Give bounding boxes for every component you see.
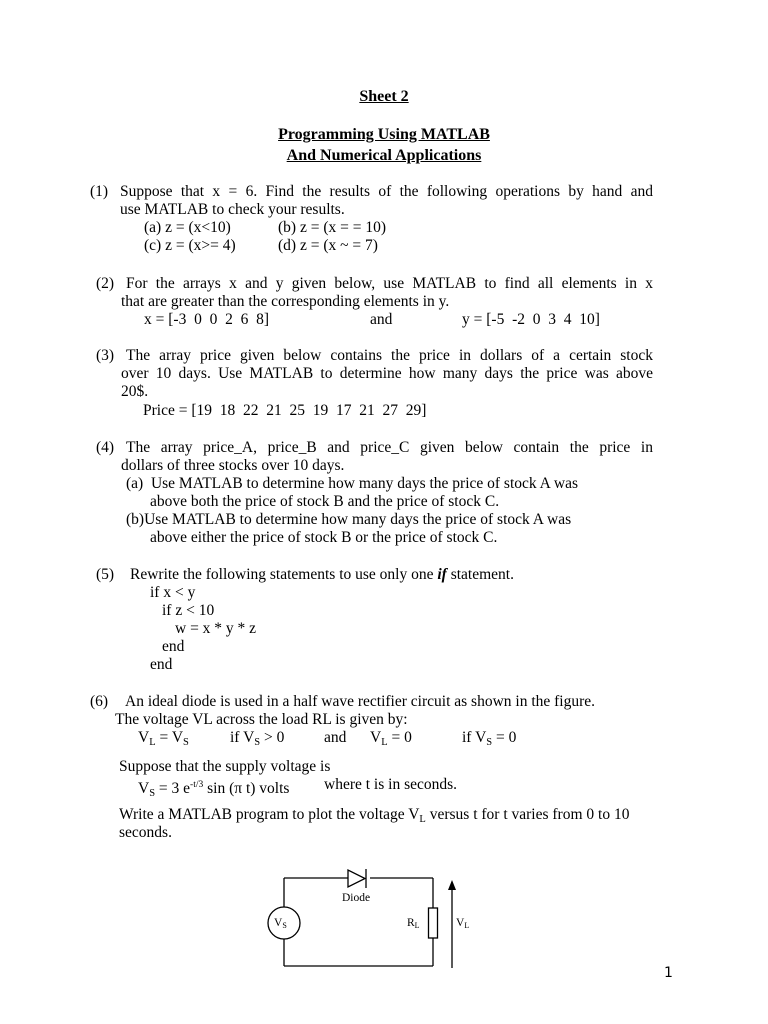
code-line: end xyxy=(150,656,173,673)
resistor-symbol xyxy=(429,908,438,938)
condition-vl-equals-vs xyxy=(138,729,189,752)
q5-text-before: Rewrite the following statements to use only one xyxy=(130,566,438,583)
q1-line2: use MATLAB to check your results. xyxy=(120,201,345,218)
q4-number: (4) xyxy=(96,439,115,456)
q1-option-a: (a) z = (x<10) xyxy=(144,219,231,236)
cond-if1-rest: > 0 xyxy=(260,729,285,746)
resistor-sub-l: L xyxy=(414,921,420,930)
q1-number: (1) xyxy=(90,183,109,200)
supply-v: V xyxy=(138,780,150,797)
write-program-line1 xyxy=(119,806,629,829)
cond-sub-s: S xyxy=(183,737,189,748)
supply-mid: = 3 e xyxy=(155,780,191,797)
cond2-sub-l: L xyxy=(381,737,388,748)
supply-exponent: -t/3 xyxy=(190,780,204,790)
load-voltage-sub-l: L xyxy=(464,921,470,930)
q2-line2: that are greater than the corresponding elements in y. xyxy=(121,293,450,310)
q5-keyword: if xyxy=(437,566,447,583)
write-program-line2: seconds. xyxy=(119,824,172,841)
code-line: if x < y xyxy=(150,584,196,601)
cond2-rest: = 0 xyxy=(387,729,412,746)
q3-line1: The array price given below contains the price in dollars of a certain stock xyxy=(126,347,653,364)
code-line: end xyxy=(162,638,185,655)
cond-v: V xyxy=(138,729,150,746)
page-title-line1: Programming Using MATLAB xyxy=(278,126,490,143)
q4-part-b-line2: above either the price of stock B or the price of stock C. xyxy=(150,529,498,546)
page-number: 1 xyxy=(664,965,673,981)
q5-instruction xyxy=(130,566,514,584)
q3-price-array: Price = [19 18 22 21 25 19 17 21 27 29] xyxy=(143,402,427,419)
code-line: w = x * y * z xyxy=(175,620,257,637)
condition-if-vs-zero xyxy=(462,729,516,752)
q1-option-b: (b) z = (x = = 10) xyxy=(278,219,387,236)
resistor-label xyxy=(407,917,420,930)
resistor-r: R xyxy=(407,917,415,929)
write-a: Write a MATLAB program to plot the voltage V xyxy=(119,806,420,823)
diode-label: Diode xyxy=(342,892,371,904)
cond-if2-sub-s: S xyxy=(486,737,493,748)
q1-line1: Suppose that x = 6. Find the results of the following operations by hand and xyxy=(120,183,653,200)
q2-and: and xyxy=(370,311,393,328)
source-v: V xyxy=(274,917,283,929)
q2-line1: For the arrays x and y given below, use MATLAB to find all elements in x xyxy=(126,275,653,292)
supply-rest: sin (π t) volts xyxy=(203,780,290,797)
diode-symbol xyxy=(348,870,365,887)
cond2-v: V xyxy=(370,729,382,746)
q4-part-b-line1: (b)Use MATLAB to determine how many days the price of stock A was xyxy=(126,511,572,528)
q2-number: (2) xyxy=(96,275,115,292)
write-sub-l: L xyxy=(419,814,426,825)
load-voltage-label xyxy=(456,917,469,930)
rectifier-circuit-diagram xyxy=(250,860,480,975)
q4-line2: dollars of three stocks over 10 days. xyxy=(121,457,345,474)
page-title-line2: And Numerical Applications xyxy=(286,147,482,164)
cond-if2: if V xyxy=(462,729,487,746)
condition-if-vs-positive xyxy=(230,729,284,752)
q3-line3: 20$. xyxy=(121,383,149,400)
q4-part-a-line2: above both the price of stock B and the price of stock C. xyxy=(150,493,500,510)
sheet-title: Sheet 2 xyxy=(359,88,409,105)
q6-line1: An ideal diode is used in a half wave rectifier circuit as shown in the figure. xyxy=(125,693,596,710)
q5-number: (5) xyxy=(96,566,115,583)
condition-vl-zero xyxy=(370,729,412,752)
q3-line2: over 10 days. Use MATLAB to determine how many days the price was above xyxy=(121,365,653,382)
source-sub-s: S xyxy=(282,921,287,930)
cond-if1-sub-s: S xyxy=(254,737,261,748)
supply-intro: Suppose that the supply voltage is xyxy=(119,758,331,775)
supply-sub-s: S xyxy=(149,788,156,799)
q2-y-array: y = [-5 -2 0 3 4 10] xyxy=(462,311,600,328)
q4-part-a-line1: (a) Use MATLAB to determine how many days the price of stock A was xyxy=(126,475,578,492)
q6-number: (6) xyxy=(90,693,109,710)
supply-where: where t is in seconds. xyxy=(324,776,458,793)
cond-sub-l: L xyxy=(149,737,156,748)
cond-eq: = V xyxy=(155,729,184,746)
cond-if2-rest: = 0 xyxy=(492,729,517,746)
supply-equation xyxy=(138,776,289,803)
q6-line2: The voltage VL across the load RL is given by: xyxy=(115,711,408,728)
q1-option-c: (c) z = (x>= 4) xyxy=(144,237,236,254)
write-b: versus t for t varies from 0 to 10 xyxy=(425,806,630,823)
cond-if1: if V xyxy=(230,729,255,746)
q4-line1: The array price_A, price_B and price_C given below contain the price in xyxy=(126,439,653,456)
q1-option-d: (d) z = (x ~ = 7) xyxy=(278,237,378,254)
q3-number: (3) xyxy=(96,347,115,364)
q2-x-array: x = [-3 0 0 2 6 8] xyxy=(144,311,269,328)
load-voltage-v: V xyxy=(456,917,465,929)
code-line: if z < 10 xyxy=(162,602,215,619)
voltage-arrow-head xyxy=(448,880,456,890)
condition-and: and xyxy=(324,729,347,746)
q5-text-after: statement. xyxy=(446,566,514,583)
